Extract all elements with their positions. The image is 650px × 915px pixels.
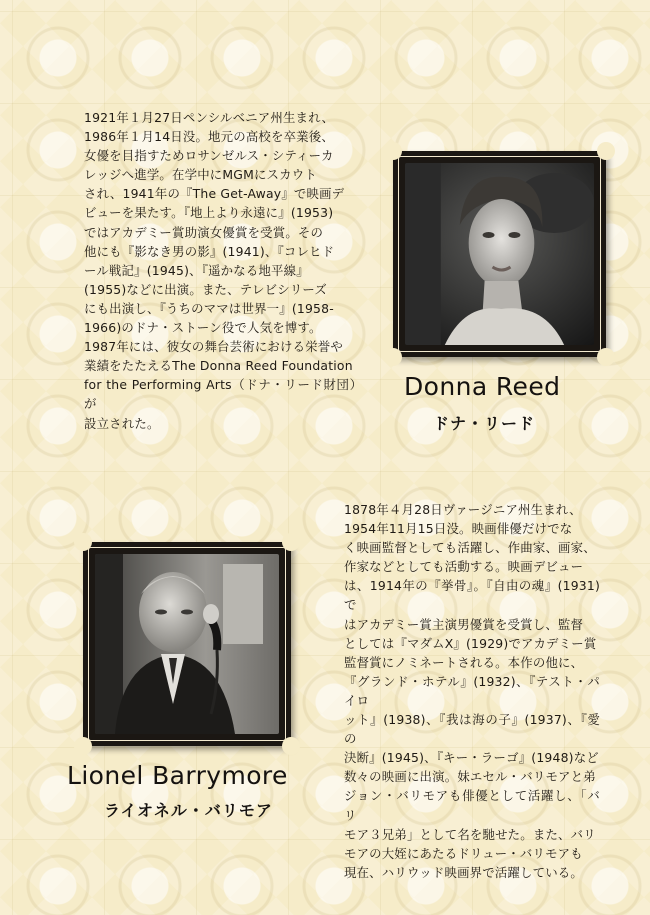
lionel-barrymore-name-en: Lionel Barrymore: [67, 761, 288, 790]
lionel-barrymore-photo-frame: [83, 542, 291, 746]
donna-reed-bio: [84, 108, 356, 433]
donna-reed-name-ja: ドナ・リード: [433, 414, 536, 433]
donna-reed-name-en: Donna Reed: [404, 372, 561, 401]
donna-reed-photo: [405, 163, 594, 345]
lionel-barrymore-name-ja: ライオネル・バリモア: [104, 801, 273, 820]
donna-reed-bio-text: 1921年１月27日ペンシルベニア州生まれ、 1986年１月14日没。地元の高校を卒業後、 女優を目指すためロサンゼルス・シティーカ レッジへ進学。在学中にMGMにスカウト され、1941年の『The Get-Away』で映画デ ビューを果たす。『地上より永遠に』(1953) ではアカデミー賞助演女優賞を受賞。その 他にも『影なき男の影』(1941)、『コレヒド ール戦記』(1945)、『遥かなる地平線』 (1955)などに出演。また、テレビシリーズ にも出演し、『うちのママは世界一』(1958- 1966)のドナ・ストーン役で人気を博す。 1987年には、彼女の舞台芸術における栄誉や 業績をたたえるThe Donna Reed Foundation for the Performing Arts（ドナ・リード財団）が 設立された。: [84, 110, 356, 431]
donna-reed-photo-frame: [393, 151, 606, 357]
lionel-barrymore-photo: [95, 554, 279, 734]
lionel-barrymore-bio-text: 1878年４月28日ヴァージニア州生まれ、 1954年11月15日没。映画俳優だけでな く映画監督としても活躍し、作曲家、画家、 作家などとしても活動する。映画デビュー は、1914年の『挙骨』。『自由の魂』(1931)で はアカデミー賞主演男優賞を受賞し、監督 としては『マダムX』(1929)でアカデミー賞 監督賞にノミネートされる。本作の他に、 『グランド・ホテル』(1932)、『テスト・パイロ ット』(1938)、『我は海の子』(1937)、『愛の 決断』(1945)、『キー・ラーゴ』(1948)など 数々の映画に出演。妹エセル・バリモアと弟 ジョン・バリモアも俳優として活躍し、「バリ モア３兄弟」として名を馳せた。また、バリ モアの大姪にあたるドリュー・バリモアも 現在、ハリウッド映画界で活躍している。: [344, 502, 600, 880]
lionel-barrymore-bio: [344, 500, 600, 882]
